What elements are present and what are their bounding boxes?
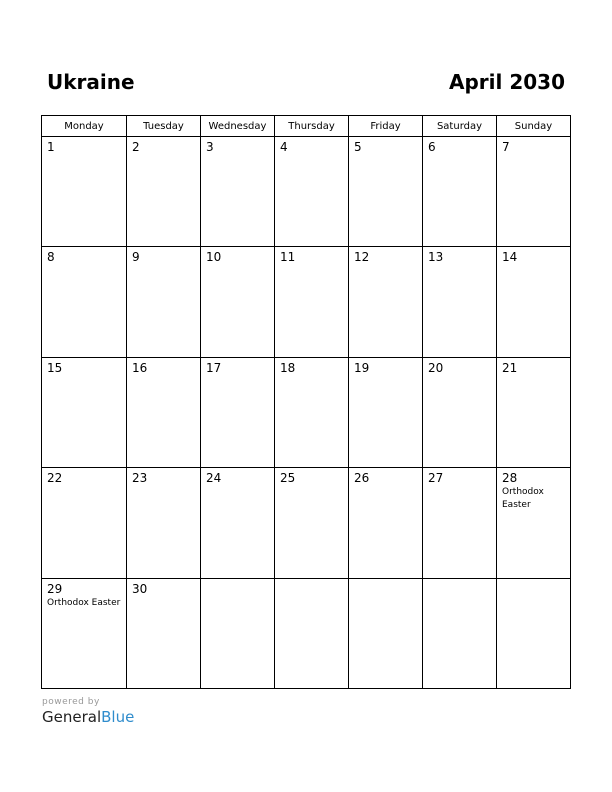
day-cell <box>497 137 571 247</box>
day-cell <box>275 137 349 247</box>
day-cell <box>42 357 127 467</box>
brand-blue-text: Blue <box>101 708 135 726</box>
calendar-grid <box>41 115 571 689</box>
day-cell <box>423 357 497 467</box>
day-number: 18 <box>280 360 296 375</box>
day-number: 15 <box>47 360 63 375</box>
day-cell <box>127 468 201 578</box>
day-cell <box>42 578 127 688</box>
calendar-week-row <box>42 468 571 578</box>
day-cell <box>201 357 275 467</box>
day-cell <box>349 578 423 688</box>
day-number: 11 <box>280 250 296 265</box>
holiday-label: Orthodox Easter <box>47 597 121 608</box>
day-cell <box>497 247 571 357</box>
day-cell <box>127 137 201 247</box>
day-cell <box>349 468 423 578</box>
day-cell <box>423 247 497 357</box>
weekday-header: Wednesday <box>201 116 275 137</box>
day-number: 5 <box>354 140 362 154</box>
day-number <box>275 579 348 582</box>
day-cell <box>349 357 423 467</box>
day-number: 29 <box>47 581 63 596</box>
day-cell <box>127 578 201 688</box>
day-number <box>497 579 570 582</box>
day-number: 28 <box>502 471 518 486</box>
day-cell <box>127 357 201 467</box>
calendar-week-row <box>42 247 571 357</box>
day-number: 25 <box>280 471 296 486</box>
day-number: 6 <box>428 140 436 154</box>
day-number: 10 <box>206 250 222 265</box>
brand-logo <box>42 708 134 726</box>
day-number <box>349 579 422 582</box>
day-cell <box>275 578 349 688</box>
day-cell <box>201 247 275 357</box>
brand-general-text: General <box>42 708 102 726</box>
day-number <box>201 579 274 582</box>
day-cell <box>497 357 571 467</box>
weekday-header-row <box>42 116 571 137</box>
day-cell <box>201 137 275 247</box>
day-number: 14 <box>502 250 518 265</box>
day-cell <box>423 578 497 688</box>
day-number <box>423 579 496 582</box>
day-number: 21 <box>502 360 518 375</box>
calendar-week-row <box>42 137 571 247</box>
day-cell <box>127 247 201 357</box>
day-cell <box>275 247 349 357</box>
day-cell <box>42 137 127 247</box>
weekday-header: Thursday <box>275 116 349 137</box>
weekday-header: Tuesday <box>127 116 201 137</box>
day-number: 16 <box>132 360 148 375</box>
day-number: 17 <box>206 360 222 375</box>
day-number: 26 <box>354 471 370 486</box>
day-cell <box>423 137 497 247</box>
day-number: 4 <box>280 140 288 154</box>
calendar-week-row <box>42 578 571 688</box>
weekday-header: Friday <box>349 116 423 137</box>
day-cell <box>201 578 275 688</box>
day-number: 13 <box>428 250 444 265</box>
day-cell <box>275 357 349 467</box>
day-cell <box>42 247 127 357</box>
day-number: 24 <box>206 471 222 486</box>
day-number: 27 <box>428 471 444 486</box>
day-number: 30 <box>132 581 148 596</box>
footer-branding <box>42 697 134 726</box>
day-cell <box>497 468 571 578</box>
day-number: 1 <box>47 140 55 154</box>
day-number: 3 <box>206 140 214 154</box>
day-number: 2 <box>132 140 140 154</box>
day-number: 9 <box>132 250 140 265</box>
day-number: 23 <box>132 471 148 486</box>
month-year-title: April 2030 <box>449 70 565 94</box>
holiday-label: Orthodox Easter <box>502 487 544 511</box>
day-number: 7 <box>502 140 510 154</box>
day-number: 20 <box>428 360 444 375</box>
weekday-header: Monday <box>42 116 127 137</box>
day-number: 19 <box>354 360 370 375</box>
country-title: Ukraine <box>47 70 135 94</box>
calendar-week-row <box>42 357 571 467</box>
day-number: 8 <box>47 250 55 265</box>
day-cell <box>275 468 349 578</box>
powered-by-text: powered by <box>42 697 100 707</box>
day-number: 12 <box>354 250 370 265</box>
day-cell <box>423 468 497 578</box>
day-cell <box>349 137 423 247</box>
day-cell <box>497 578 571 688</box>
day-cell <box>349 247 423 357</box>
weekday-header: Saturday <box>423 116 497 137</box>
weekday-header: Sunday <box>497 116 571 137</box>
day-number: 22 <box>47 471 63 486</box>
day-cell <box>42 468 127 578</box>
day-cell <box>201 468 275 578</box>
